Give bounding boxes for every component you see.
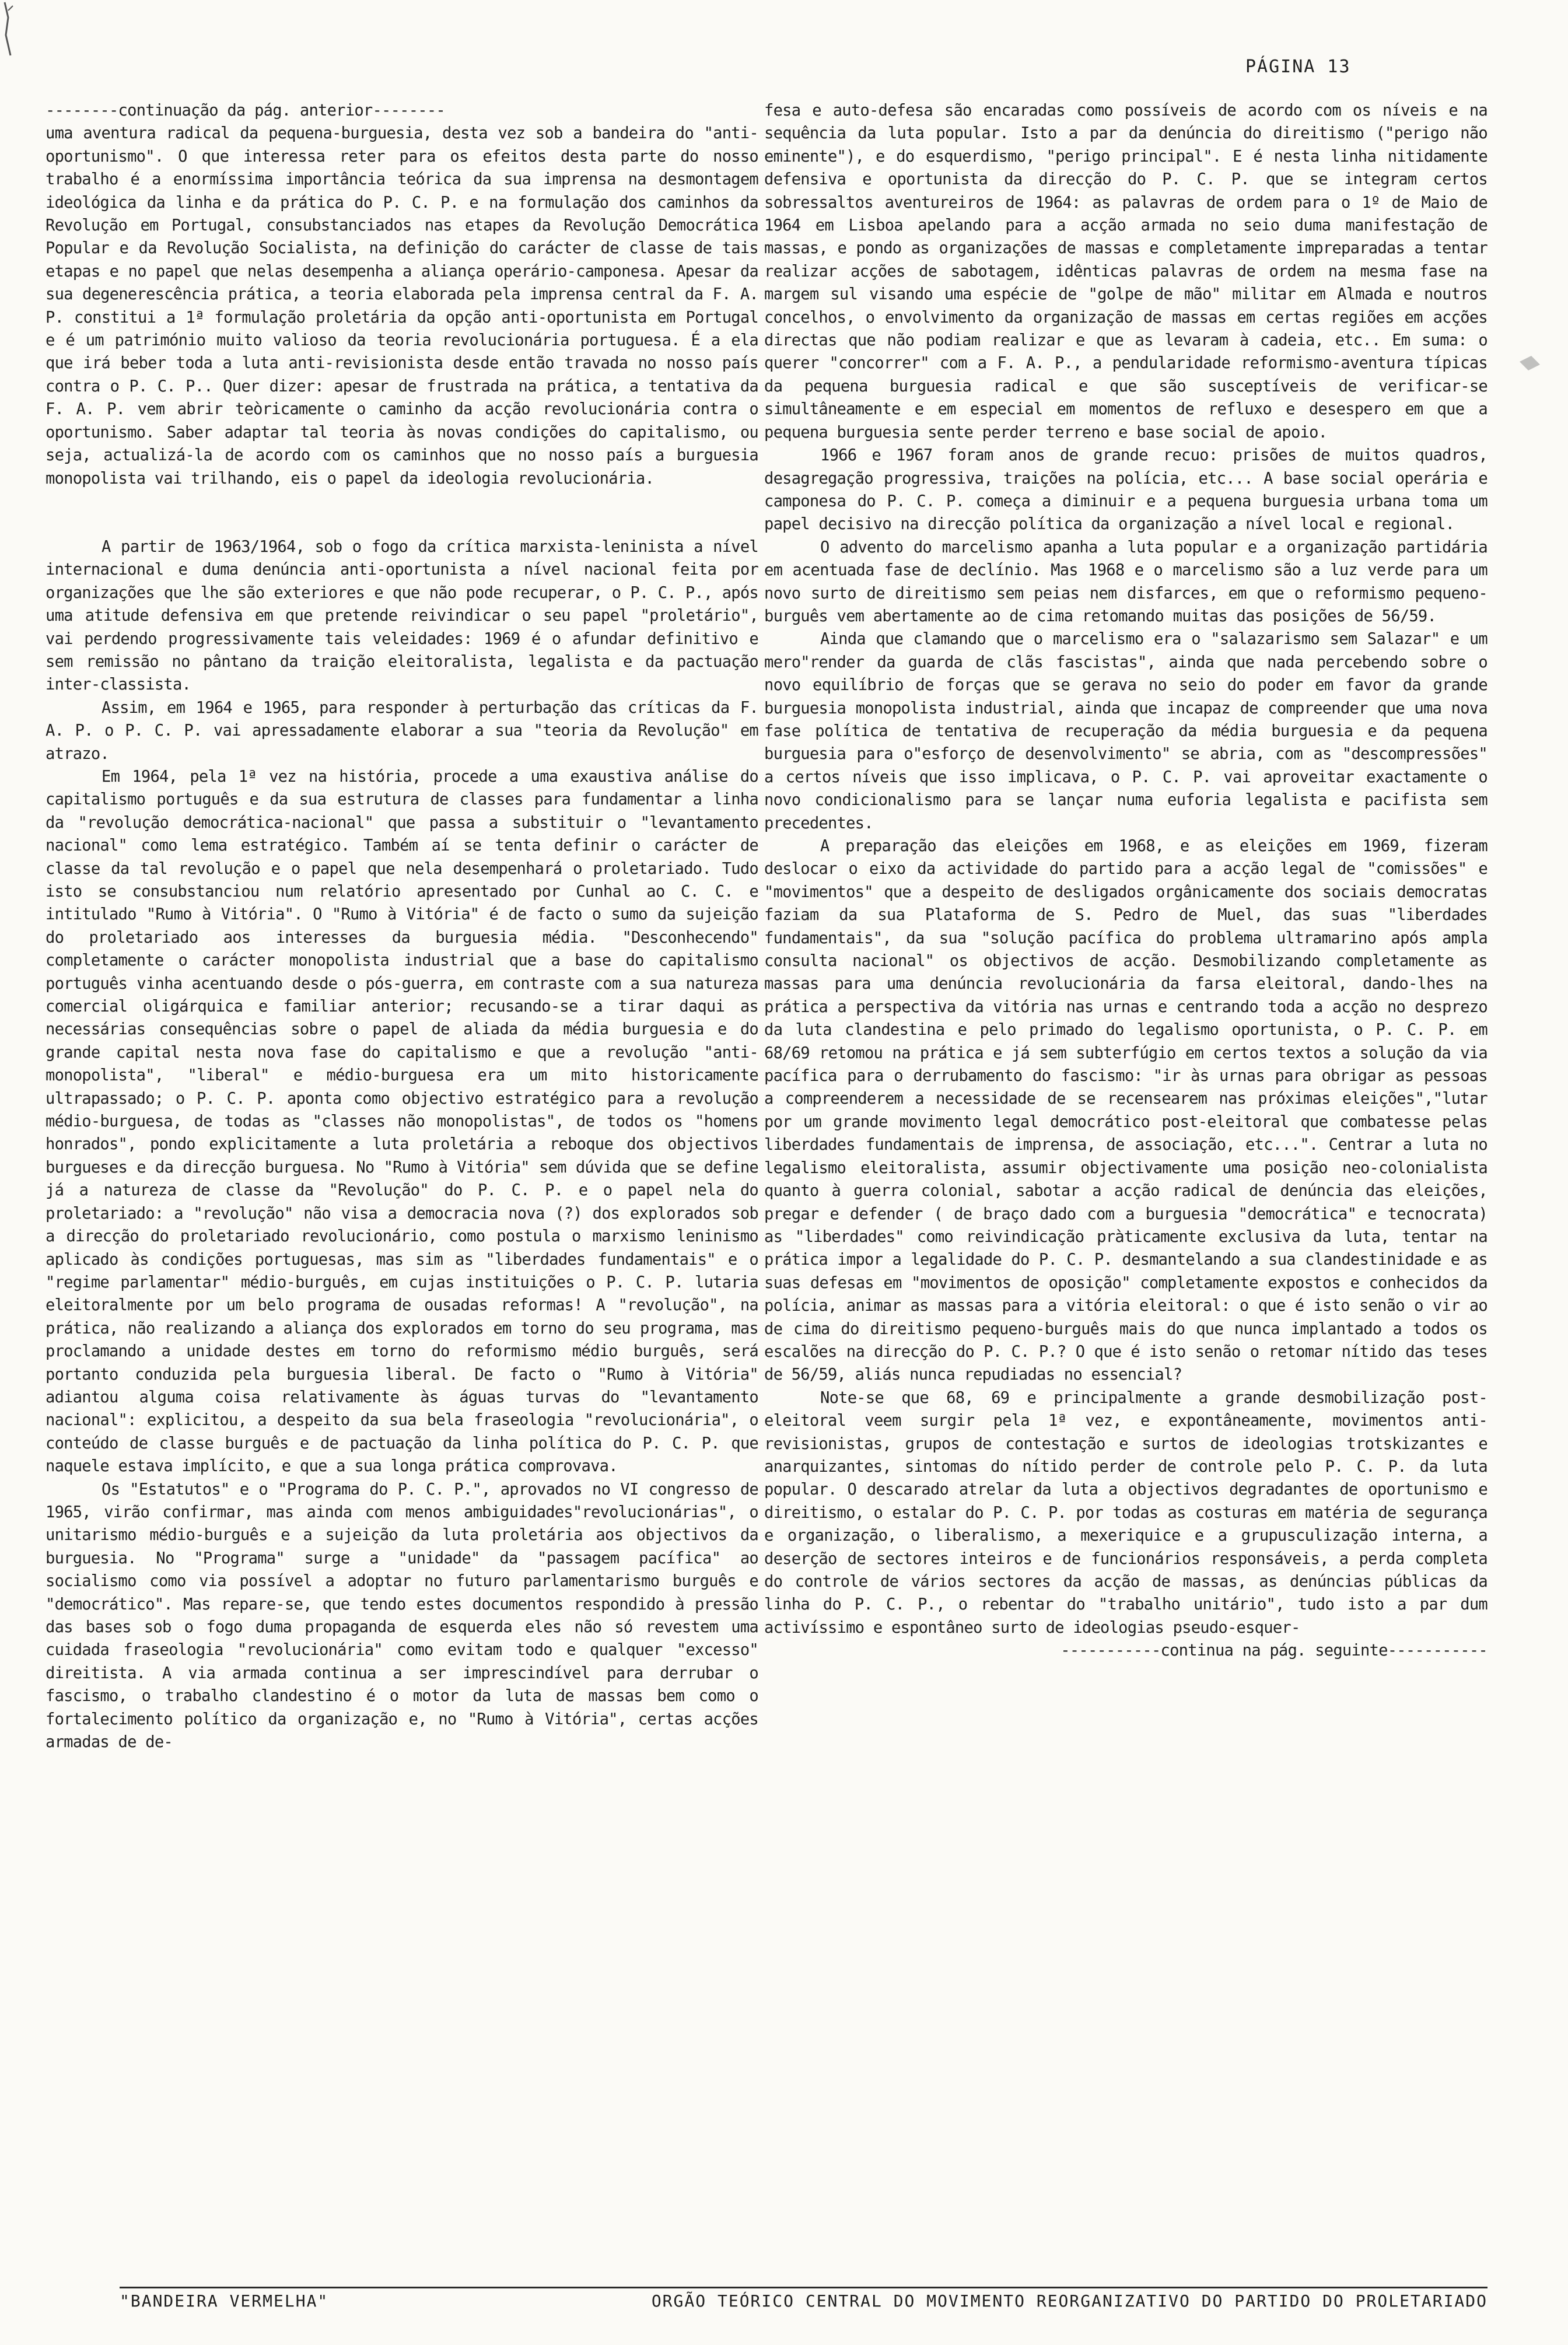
footer-text: ORGÃO TEÓRICO CENTRAL DO MOVIMENTO REORGANIZATIVO DO PARTIDO DO PROLETARIADO bbox=[651, 2291, 1488, 2311]
paragraph: O advento do marcelismo apanha a luta popular e a organização partidária em acentuada fase de declínio. Mas 1968 e o marcelismo são a luz verde para um novo surto de direitismo sem peias nem disfarces, em que o reformismo pequeno-burguês vem abertamente ao de cima retomando muitas das posições de 56/59. bbox=[764, 538, 1488, 625]
continuation-note: --------continuação da pág. anterior-------- bbox=[46, 102, 446, 120]
paragraph: uma aventura radical da pequena-burguesia, desta vez sob a bandeira do "anti-oportunismo". O que interessa reter para os efeitos desta parte do nosso trabalho é a enormíssima importância teórica da sua imprensa na desmontagem ideológica da linha e da prática do P. C. P. e na formulação dos caminhos da Revolução em Portugal, consubstanciados nas etapes da Revolução Democrática Popular e da Revolução Socialista, na definição do carácter de classe de tais etapas e no papel que nelas desempenha a aliança operário-camponesa. Apesar da sua degenerescência prática, a teoria elaborada pela imprensa central da F. A. P. constitui a 1ª formulação proletária da opção anti-oportunista em Portugal e é um património muito valioso da teoria revolucionária portuguesa. É a ela que irá beber toda a luta anti-revisionista desde então travada no nosso país contra o P. C. P.. Quer dizer: apesar de frustrada na prática, a tentativa da F. A. P. vem abrir teòricamente o caminho da acção revolucionária contra o oportunismo. Saber adaptar tal teoria às novas condições do capitalismo, ou seja, actualizá-la de acordo com os caminhos que no nosso país a burguesia monopolista vai trilhando, eis o papel da ideologia revolucionária. bbox=[46, 124, 758, 488]
paragraph: A preparação das eleições em 1968, e as eleições em 1969, fizeram deslocar o eixo da actividade do partido para a acção legal de "comissões" e "movimentos" que a despeito de desligados orgânicamente dos sociais democratas faziam da sua Plataforma de S. Pedro de Muel, das suas "liberdades fundamentais", da sua "solução pacífica do problema ultramarino após ampla consulta nacional" os objectivos de acção. Desmobilizando completamente as massas para uma denúncia revolucionária da farsa eleitoral, dando-lhes na prática a perspectiva da vitória nas urnas e centrando toda a acção no desprezo da luta clandestina e pelo primado do legalismo oportunista, o P. C. P. em 68/69 retomou na prática e já sem subterfúgio em certos textos a solução da via pacífica para o derrubamento do fascismo: "ir às urnas para obrigar as pessoas a compreenderem a necessidade de se recensearem nas próximas eleições","lutar por um grande movimento legal democrático post-eleitoral que combatesse pelas liberdades fundamentais de imprensa, de associação, etc...". Centrar a luta no legalismo eleitoralista, assumir objectivamente uma posição neo-colonialista quanto à guerra colonial, sabotar a acção radical de denúncia das eleições, pregar e defender ( de braço dado com a burguesia "democrática" e tecnocrata) as "liberdades" como reivindicação pràticamente exclusiva da luta, tentar na prática impor a legalidade do P. C. P. desmantelando a sua clandestinidade e as suas defesas em "movimentos de oposição" completamente expostos e conhecidos da polícia, animar as massas para a vitória eleitoral: o que é isto senão o vir ao de cima do direitismo pequeno-burguês mais do que nunca implantado a todos os escalões na direcção do P. C. P.? O que é isto senão o retomar nítido das teses de 56/59, aliás nunca repudiadas no essencial? bbox=[764, 837, 1488, 1384]
page-number: PÁGINA 13 bbox=[1245, 57, 1351, 77]
scan-speck-mark bbox=[1514, 344, 1549, 379]
paragraph: A partir de 1963/1964, sob o fogo da crítica marxista-leninista a nível internacional e duma denúncia anti-oportunista a nível nacional feita por organizações que lhe são exteriores e que não pode recuperar, o P. C. P., após uma atitude defensiva em que pretende reivindicar o seu papel "proletário", vai perdendo progressivamente tais veleidades: 1969 é o afundar definitivo e sem remissão no pântano da traição eleitoralista, legalista e da pactuação inter-classista. bbox=[46, 537, 758, 694]
paragraph: Em 1964, pela 1ª vez na história, procede a uma exaustiva análise do capitalismo português e da sua estrutura de classes para fundamentar a linha da "revolução democrática-nacional" que passa a substituir o "levantamento nacional" como lema estratégico. Também aí se tenta definir o carácter de classe da tal revolução e o papel que nela desempenhará o proletariado. Tudo isto se consubstanciou num relatório apresentado por Cunhal ao C. C. e intitulado "Rumo à Vitória". O "Rumo à Vitória" é de facto o sumo da sujeição do proletariado aos interesses da burguesia média. "Desconhecendo" completamente o carácter monopolista industrial que a base do capitalismo português vinha acentuando desde o pós-guerra, em contraste com a sua natureza comercial oligárquica e familiar anterior; recusando-se a tirar daqui as necessárias consequências sobre o papel de aliada da média burguesia e do grande capital nesta nova fase do capitalismo e que a revolução "anti-monopolista", "liberal" e médio-burguesa era um mito historicamente ultrapassado; o P. C. P. aponta como objectivo estratégico para a revolução médio-burguesa, de todas as "classes não monopolistas", de todos os "homens honrados", pondo explicitamente a luta proletária a reboque dos objectivos burgueses e da direcção burguesa. No "Rumo à Vitória" sem dúvida que se define já a natureza de classe da "Revolução" do P. C. P. e o papel nela do proletariado: a "revolução" não visa a democracia nova (?) dos explorados sob a direcção do proletariado revolucionário, como postula o marxismo leninismo aplicado às condições portuguesas, mas sim as "liberdades fundamentais" e o "regime parlamentar" médio-burguês, em cujas instituições o P. C. P. lutaria eleitoralmente por um belo programa de ousadas reformas! A "revolução", na prática, não realizando a aliança dos explorados em torno do seu programa, mas proclamando a unidade destes em torno do reformismo médio burguês, será portanto conduzida pela burguesia liberal. De facto o "Rumo à Vitória" adiantou alguma coisa relativamente às águas turvas do "levantamento nacional": explicitou, a despeito da sua bela fraseologia "revolucionária", o conteúdo de classe burguês e de pactuação da linha política do P. C. P. que naquele estava implícito, e que a sua longa prática comprovava. bbox=[46, 767, 758, 1476]
left-column bbox=[46, 99, 758, 2301]
paragraph: Ainda que clamando que o marcelismo era o "salazarismo sem Salazar" e um mero"render da guarda de clãs fascistas", ainda que nada percebendo sobre o novo equilíbrio de forças que se gerava no seio do poder em favor da grande burguesia monopolista industrial, ainda que incapaz de compreender que uma nova fase política de tentativa de recuperação da média burguesia e da pequena burguesia para o"esforço de desenvolvimento" se abria, com as "descompressões" a certos níveis que isso implicava, o P. C. P. vai aproveitar exactamente o novo condicionalismo para se lançar numa euforia legalista e pacifista sem precedentes. bbox=[764, 630, 1488, 832]
paragraph: fesa e auto-defesa são encaradas como possíveis de acordo com os níveis e na sequência da luta popular. Isto a par da denúncia do direitismo ("perigo não eminente"), e do esquerdismo, "perigo principal". E é nesta linha nitidamente defensiva e oportunista da direcção do P. C. P. que se integram certos sobressaltos aventureiros de 1964: as palavras de ordem para o 1º de Maio de 1964 em Lisboa apelando para a acção armada no seio duma manifestação de massas, e pondo as organizações de massas e completamente impreparadas a tentar realizar acções de sabotagem, idênticas palavras de ordem na mesma fase na margem sul visando uma espécie de "golpe de mão" militar em Almada e noutros concelhos, o envolvimento da organização de massas em certas regiões em acções directas que não podiam realizar e que as levaram à cadeia, etc.. Em suma: o querer "concorrer" com a F. A. P., a pendularidade reformismo-aventura típicas da pequena burguesia radical e que são susceptíveis de verificar-se simultâneamente e em especial em momentos de refluxo e desespero em que a pequena burguesia sente perder terreno e base social de apoio. bbox=[764, 102, 1488, 442]
continuation-note: -----------continua na pág. seguinte----------- bbox=[1060, 1642, 1488, 1660]
paragraph: Os "Estatutos" e o "Programa do P. C. P.", aprovados no VI congresso de 1965, virão confirmar, mas ainda com menos ambiguidades"revolucionárias", o unitarismo médio-burguês e a sujeição da luta proletária aos objectivos da burguesia. No "Programa" surge a "unidade" da "passagem pacífica" ao socialismo como via possível a adoptar no futuro parlamentarismo burguês e "democrático". Mas repare-se, que tendo estes documentos respondido à pressão das bases sob o fogo duma propaganda de esquerda eles não só revestem uma cuidada fraseologia "revolucionária" como evitam todo e qualquer "excesso" direitista. A via armada continua a ser imprescindível para derrubar o fascismo, o trabalho clandestino é o motor da luta de massas bem como o fortalecimento político da organização e, no "Rumo à Vitória", certas acções armadas de de- bbox=[46, 1480, 758, 1752]
paragraph: Note-se que 68, 69 e principalmente a grande desmobilização post-eleitoral veem surgir pela 1ª vez, e expontâneamente, movimentos anti-revisionistas, grupos de contestação e surtos de ideologias trotskizantes e anarquizantes, sintomas do nítido perder de controle pelo P. C. P. da luta popular. O descarado atrelar da luta a objectivos degradantes de oportunismo e direitismo, o estalar do P. C. P. por todas as costuras em matéria de segurança e organização, o liberalismo, a mexeriquice e a grupusculização interna, a deserção de sectores inteiros e de funcionários responsáveis, a perda completa do controle de vários sectores da acção de massas, as denúncias públicas da linha do P. C. P., o rebentar do "trabalho unitário", tudo isto a par dum activíssimo e espontâneo surto de ideologias pseudo-esquer- bbox=[764, 1388, 1488, 1637]
paragraph: 1966 e 1967 foram anos de grande recuo: prisões de muitos quadros, desagregação progressiva, traições na polícia, etc... A base social operária e camponesa do P. C. P. começa a diminuir e a pequena burguesia urbana toma um papel decisivo na direcção política da organização a nível local e regional. bbox=[764, 446, 1488, 534]
scan-corner-mark bbox=[0, 0, 47, 70]
footer-title: "BANDEIRA VERMELHA" bbox=[120, 2291, 329, 2311]
footer bbox=[120, 2291, 1488, 2315]
footer-rule bbox=[120, 2287, 1488, 2288]
right-column bbox=[764, 99, 1488, 2301]
paragraph: Assim, em 1964 e 1965, para responder à perturbação das críticas da F. A. P. o P. C. P. vai apressadamente elaborar a sua "teoria da Revolução" em atrazo. bbox=[46, 698, 758, 763]
